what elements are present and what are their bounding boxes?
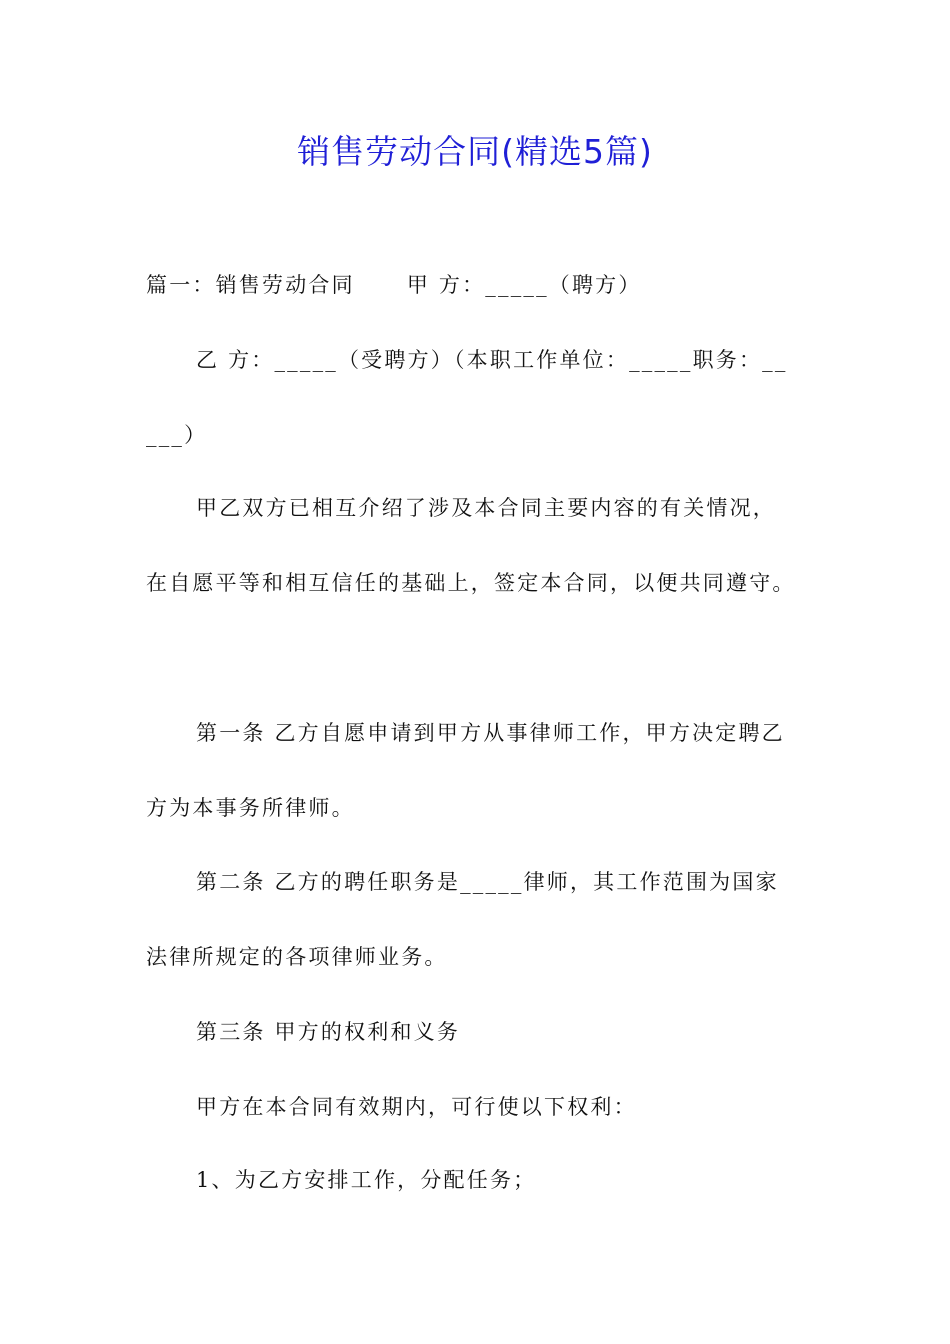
paragraph-line: 第一条 乙方自愿申请到甲方从事律师工作，甲方决定聘乙 — [196, 721, 785, 745]
paragraph-line: ___） — [146, 423, 208, 447]
paragraph-line: 第二条 乙方的聘任职务是_____律师，其工作范围为国家 — [196, 870, 779, 894]
paragraph-line: 甲方在本合同有效期内，可行使以下权利： — [196, 1095, 637, 1119]
paragraph-line-header — [146, 271, 642, 299]
paragraph-line: 甲乙双方已相互介绍了涉及本合同主要内容的有关情况， — [196, 496, 776, 520]
party-a-field: 甲 方：_____（聘方） — [406, 273, 642, 297]
paragraph-line: 法律所规定的各项律师业务。 — [146, 945, 448, 969]
paragraph-line: 乙 方：_____（受聘方）（本职工作单位：_____职务：__ — [196, 348, 788, 372]
paragraph-line: 1、为乙方安排工作，分配任务； — [196, 1168, 537, 1192]
chapter-heading: 篇一：销售劳动合同 — [146, 273, 355, 297]
paragraph-line: 方为本事务所律师。 — [146, 796, 355, 820]
paragraph-line: 在自愿平等和相互信任的基础上，签定本合同，以便共同遵守。 — [146, 571, 796, 595]
paragraph-line: 第三条 甲方的权利和义务 — [196, 1020, 461, 1044]
document-title: 销售劳动合同(精选5篇) — [297, 132, 653, 171]
